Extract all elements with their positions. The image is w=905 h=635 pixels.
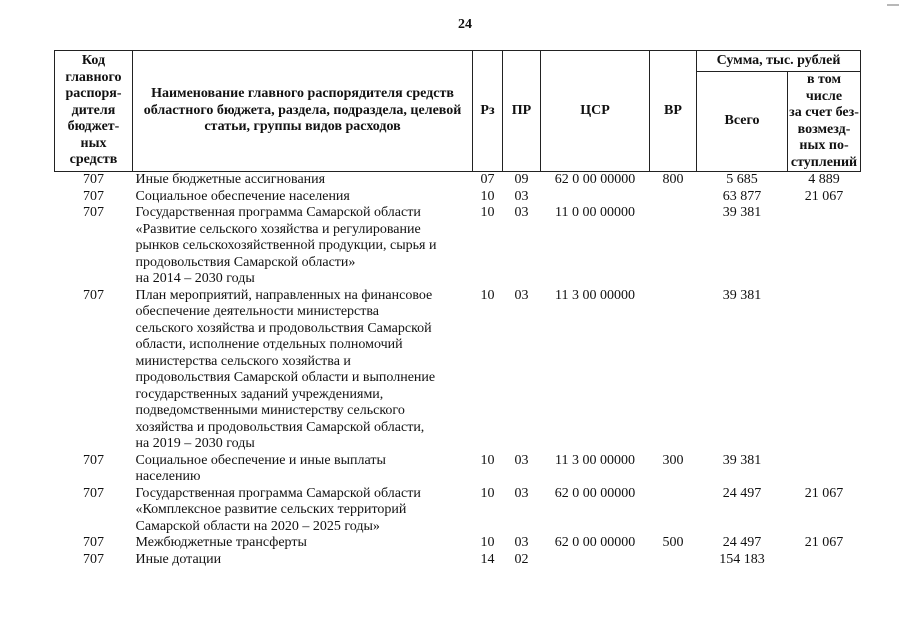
cell-total: 154 183 (719, 551, 765, 567)
header-total: Всего (697, 72, 788, 172)
table-row (55, 288, 861, 453)
cell-name: Социальное обеспечение и иные выплаты населению (135, 452, 386, 484)
cell-csr: 11 0 00 00000 (555, 205, 635, 220)
cell-code: 707 (83, 205, 104, 220)
cell-total: 39 381 (722, 205, 762, 220)
cell-pr: 03 (514, 287, 529, 303)
cell-name: Межбюджетные трансферты (135, 535, 307, 550)
table-row (55, 552, 861, 569)
header-code: Код главного распоря- дителя бюджет- ных средств (55, 51, 133, 172)
cell-total: 24 497 (722, 535, 762, 550)
table-header (55, 51, 861, 172)
header-sum-group: Сумма, тыс. рублей (697, 51, 861, 72)
cell-rz: 10 (480, 287, 495, 303)
cell-vr: 500 (662, 535, 684, 550)
cell-name: Иные дотации (135, 551, 222, 567)
cell-vr: 300 (662, 452, 684, 468)
cell-code: 707 (83, 485, 104, 501)
cell-grants: 4 889 (808, 172, 840, 187)
cell-name: Иные бюджетные ассигнования (135, 172, 326, 187)
cell-rz: 14 (480, 551, 495, 567)
table-row (55, 453, 861, 486)
header-rz: Рз (473, 51, 503, 172)
table-row (55, 486, 861, 536)
cell-grants (788, 552, 861, 569)
cell-pr: 03 (514, 452, 529, 468)
table-body (55, 172, 861, 569)
cell-pr: 02 (514, 551, 529, 567)
header-grants: в том числе за счет без- возмезд- ных по- ступлений (789, 72, 859, 170)
cell-grants: 21 067 (804, 485, 844, 501)
cell-pr: 03 (514, 485, 529, 501)
cell-code: 707 (83, 172, 104, 187)
cell-csr: 11 3 00 00000 (555, 287, 635, 303)
cell-csr: 11 3 00 00000 (555, 452, 635, 468)
cell-vr (650, 552, 697, 569)
cell-name: План мероприятий, направленных на финансовое обеспечение деятельности министерства сельского хозяйства и продовольствия Самарской области, исполнение отдельных полномочий министерства сельского хозяйства и продовольствия Самарской области и выполнение государственных заданий учреждениями, подведомственными министерству сельского хозяйства и продовольствия Самарской области, на 2019 – 2030 годы (135, 287, 436, 451)
table-row (55, 535, 861, 552)
cell-grants: 21 067 (804, 535, 844, 550)
cell-rz: 10 (480, 452, 495, 468)
table-row (55, 189, 861, 206)
cell-code: 707 (83, 551, 104, 567)
cell-pr: 03 (514, 535, 529, 550)
cell-vr (650, 189, 697, 206)
cell-vr (650, 486, 697, 536)
cell-pr: 03 (514, 205, 529, 220)
cell-csr: 62 0 00 00000 (554, 535, 636, 550)
cell-grants (788, 453, 861, 486)
cell-code: 707 (83, 287, 104, 303)
cell-rz: 10 (480, 485, 495, 501)
cell-rz: 10 (480, 535, 495, 550)
cell-total: 24 497 (722, 485, 762, 501)
cell-name: Государственная программа Самарской области «Комплексное развитие сельских территорий Самарской области на 2020 – 2025 годы» (135, 485, 421, 534)
cell-vr: 800 (662, 172, 684, 187)
budget-table (54, 50, 861, 568)
header-pr: ПР (503, 51, 541, 172)
page-number: 24 (458, 17, 472, 32)
cell-pr: 03 (514, 188, 529, 204)
cell-grants: 21 067 (804, 188, 844, 204)
cell-total: 5 685 (726, 172, 758, 187)
cell-csr: 62 0 00 00000 (554, 172, 636, 187)
cell-csr (541, 552, 650, 569)
cell-grants (788, 288, 861, 453)
cell-rz: 10 (480, 205, 495, 220)
cell-total: 39 381 (722, 452, 762, 468)
cell-csr: 62 0 00 00000 (554, 485, 636, 501)
cell-vr (650, 205, 697, 288)
header-name: Наименование главного распорядителя средств областного бюджета, раздела, подраздела, целевой статьи, группы видов расходов (133, 51, 473, 172)
cell-pr: 09 (514, 172, 529, 187)
header-csr: ЦСР (541, 51, 650, 172)
header-vr: ВР (650, 51, 697, 172)
cell-total: 39 381 (722, 287, 762, 303)
cell-rz: 07 (480, 172, 495, 187)
cell-total: 63 877 (722, 188, 762, 204)
cell-name: Государственная программа Самарской области «Развитие сельского хозяйства и регулирование рынков сельскохозяйственной продукции, сырья и продовольствия Самарской области» на 2014 – 2030 годы (135, 205, 437, 286)
table-row (55, 205, 861, 288)
cell-grants (788, 205, 861, 288)
cell-csr (541, 189, 650, 206)
cell-code: 707 (83, 535, 104, 550)
cell-rz: 10 (480, 188, 495, 204)
cell-vr (650, 288, 697, 453)
scan-mark (887, 4, 899, 6)
cell-code: 707 (83, 452, 104, 468)
table-row (55, 172, 861, 189)
cell-name: Социальное обеспечение населения (135, 188, 350, 204)
cell-code: 707 (83, 188, 104, 204)
